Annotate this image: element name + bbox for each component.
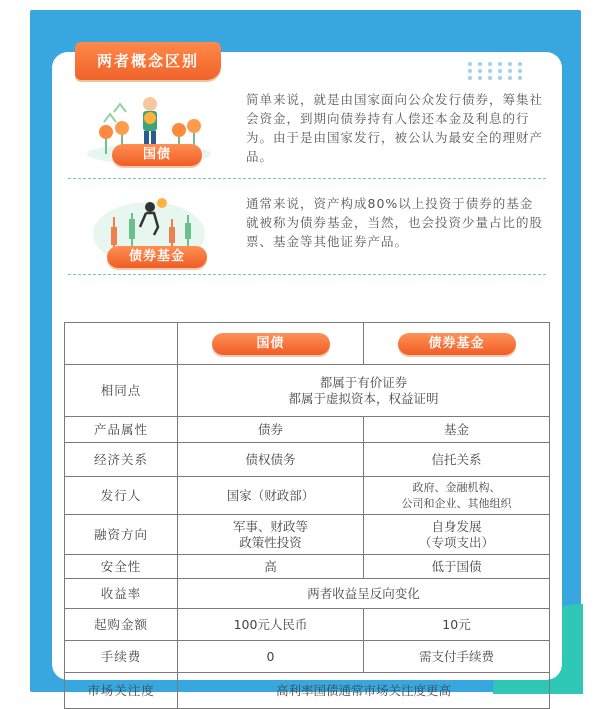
divider — [68, 178, 546, 179]
row-label: 融资方向 — [65, 515, 178, 555]
table-cell: 债券 — [178, 417, 364, 443]
comparison-table — [64, 322, 550, 709]
table-cell: 低于国债 — [364, 555, 550, 579]
divider — [68, 274, 546, 275]
content-card — [52, 52, 562, 698]
table-cell: 两者收益呈反向变化 — [178, 579, 550, 609]
issuer-b-line-2: 公司和企业、其他组织 — [401, 496, 512, 510]
table-cell: 100元人民币 — [178, 609, 364, 641]
table-cell: 10元 — [364, 609, 550, 641]
table-cell: 信托关系 — [364, 443, 550, 477]
same-line-2: 都属于虚拟资本，权益证明 — [288, 390, 439, 406]
table-cell: 高 — [178, 555, 364, 579]
finance-a-line-2: 政策性投资 — [239, 534, 302, 550]
table-cell — [178, 515, 364, 555]
row-label: 起购金额 — [65, 609, 178, 641]
table-row — [65, 417, 550, 443]
table-cell — [364, 515, 550, 555]
table-cell — [178, 365, 550, 417]
table-cell: 债权债务 — [178, 443, 364, 477]
same-line-1: 都属于有价证券 — [319, 374, 408, 390]
guozhai-description: 简单来说，就是由国家面向公众发行债券，筹集社会资金，到期向债券持有人偿还本金及利息的行为。由于是由国家发行，被公认为最安全的理财产品。 — [246, 92, 544, 164]
guozhai-pill: 国债 — [112, 144, 202, 166]
row-label: 手续费 — [65, 641, 178, 673]
table-row — [65, 443, 550, 477]
frame — [30, 10, 581, 698]
header-fund: 债券基金 — [398, 333, 516, 355]
header-guozhai: 国债 — [212, 333, 330, 355]
row-label: 产品属性 — [65, 417, 178, 443]
fund-pill: 债券基金 — [107, 246, 207, 268]
finance-b-line-1: 自身发展 — [431, 518, 482, 534]
table-cell: 0 — [178, 641, 364, 673]
table-cell: 基金 — [364, 417, 550, 443]
row-label: 发行人 — [65, 477, 178, 515]
table-cell: 国家（财政部） — [178, 477, 364, 515]
table-row — [65, 515, 550, 555]
table-row — [65, 477, 550, 515]
row-label: 经济关系 — [65, 443, 178, 477]
table-row — [65, 555, 550, 579]
table-row — [65, 673, 550, 709]
fund-description: 通常来说，资产构成80%以上投资于债券的基金就被称为债券基金，当然，也会投资少量占比的股票、基金等其他证券产品。 — [246, 196, 544, 249]
table-row — [65, 609, 550, 641]
finance-a-line-1: 军事、财政等 — [232, 518, 308, 534]
table-header-row — [65, 323, 550, 365]
row-label: 相同点 — [65, 365, 178, 417]
issuer-b-line-1: 政府、金融机构、 — [412, 480, 501, 494]
finance-b-line-2: （专项支出） — [418, 534, 494, 550]
table-row — [65, 579, 550, 609]
dots-decoration — [468, 62, 524, 80]
table-cell — [364, 477, 550, 515]
table-cell: 需支付手续费 — [364, 641, 550, 673]
table-row — [65, 365, 550, 417]
table-row — [65, 641, 550, 673]
row-label: 安全性 — [65, 555, 178, 579]
row-label: 收益率 — [65, 579, 178, 609]
section-title: 两者概念区别 — [75, 42, 221, 80]
table-cell: 高利率国债通常市场关注度更高 — [178, 673, 550, 709]
row-label: 市场关注度 — [65, 673, 178, 709]
